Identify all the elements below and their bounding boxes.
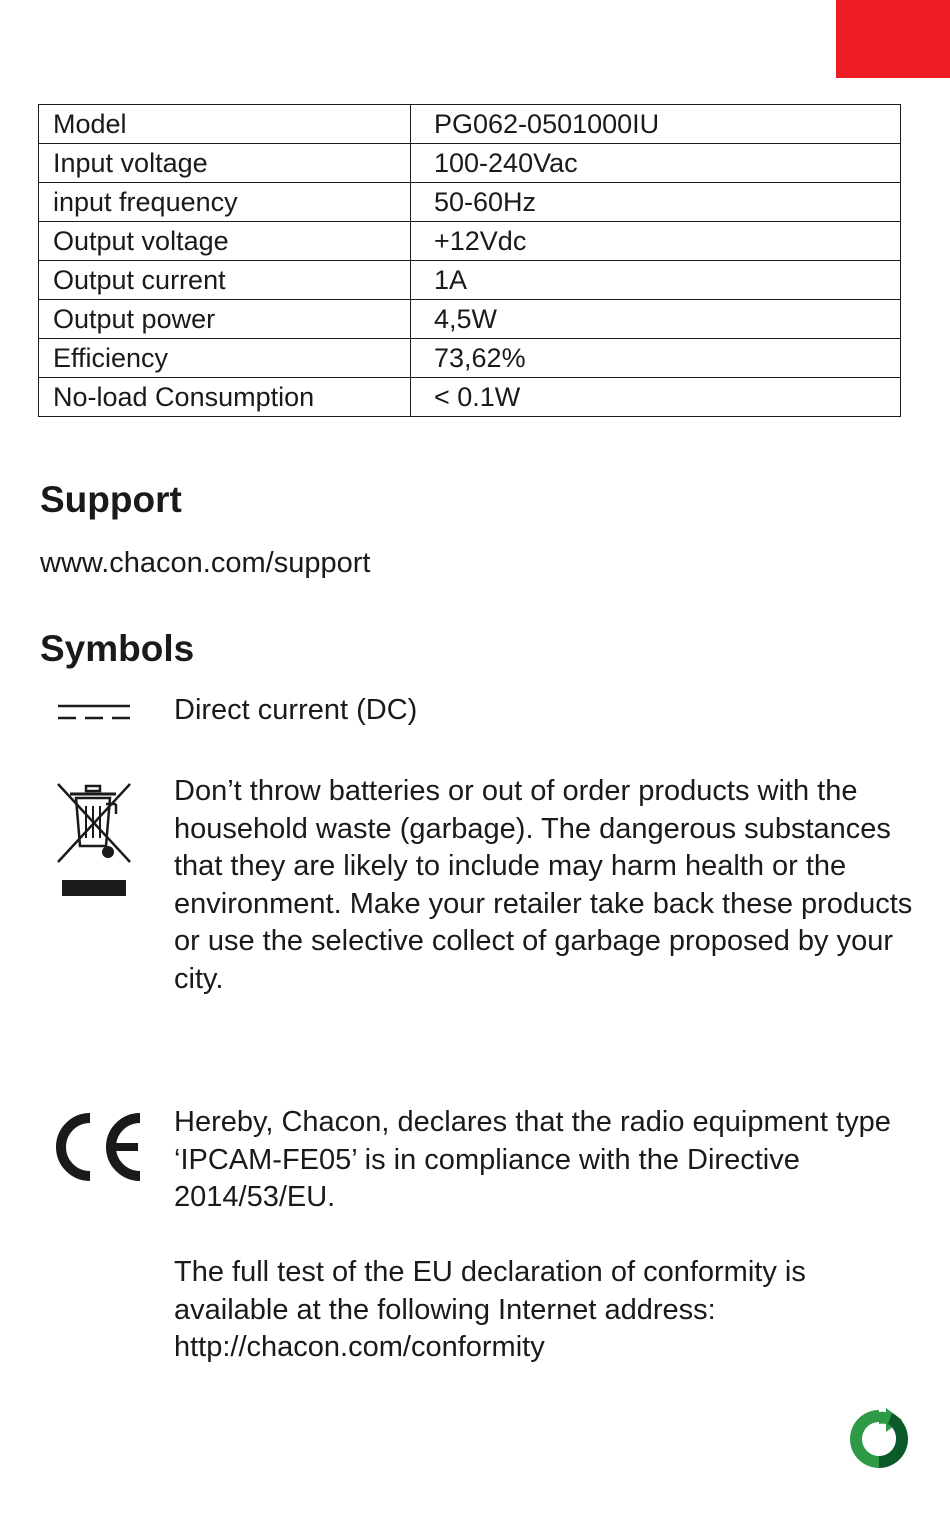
table-row (39, 378, 901, 417)
spec-value: +12Vdc (411, 222, 901, 261)
support-link[interactable]: www.chacon.com/support (40, 547, 371, 579)
ce-mark-icon (48, 1112, 146, 1182)
specifications-table (38, 104, 901, 417)
table-row (39, 183, 901, 222)
ce-declaration: Hereby, Chacon, declares that the radio equipment type ‘IPCAM-FE05’ is in compliance with the Directive 2014/53/EU. (174, 1106, 891, 1213)
dc-description: Direct current (DC) (174, 694, 418, 726)
weee-description: Don’t throw batteries or out of order products with the household waste (garbage). The dangerous substances that they are likely to include may harm health or the environment. Make your retailer take back these products or use the selective collect of garbage proposed by your city. (174, 775, 913, 995)
table-row (39, 105, 901, 144)
spec-label: Output current (39, 261, 411, 300)
table-row (39, 222, 901, 261)
spec-label: Output voltage (39, 222, 411, 261)
table-row (39, 339, 901, 378)
spec-value: 4,5W (411, 300, 901, 339)
spec-label: Input voltage (39, 144, 411, 183)
spec-value: PG062-0501000IU (411, 105, 901, 144)
spec-label: Efficiency (39, 339, 411, 378)
table-row (39, 300, 901, 339)
spec-label: Model (39, 105, 411, 144)
conformity-notice: The full test of the EU declaration of conformity is available at the following Internet address: http://chacon.com/conformity (174, 1256, 806, 1363)
spec-value: 50-60Hz (411, 183, 901, 222)
crossed-out-bin-icon (52, 780, 134, 900)
spec-value: < 0.1W (411, 378, 901, 417)
direct-current-icon (56, 700, 132, 724)
spec-value: 1A (411, 261, 901, 300)
support-heading: Support (40, 479, 182, 520)
red-corner-tab (836, 0, 950, 78)
symbols-heading: Symbols (40, 628, 195, 669)
spec-value: 100-240Vac (411, 144, 901, 183)
table-row (39, 144, 901, 183)
spec-value: 73,62% (411, 339, 901, 378)
spec-label: input frequency (39, 183, 411, 222)
table-row (39, 261, 901, 300)
spec-label: Output power (39, 300, 411, 339)
green-dot-recycling-icon (846, 1406, 912, 1472)
spec-label: No-load Consumption (39, 378, 411, 417)
